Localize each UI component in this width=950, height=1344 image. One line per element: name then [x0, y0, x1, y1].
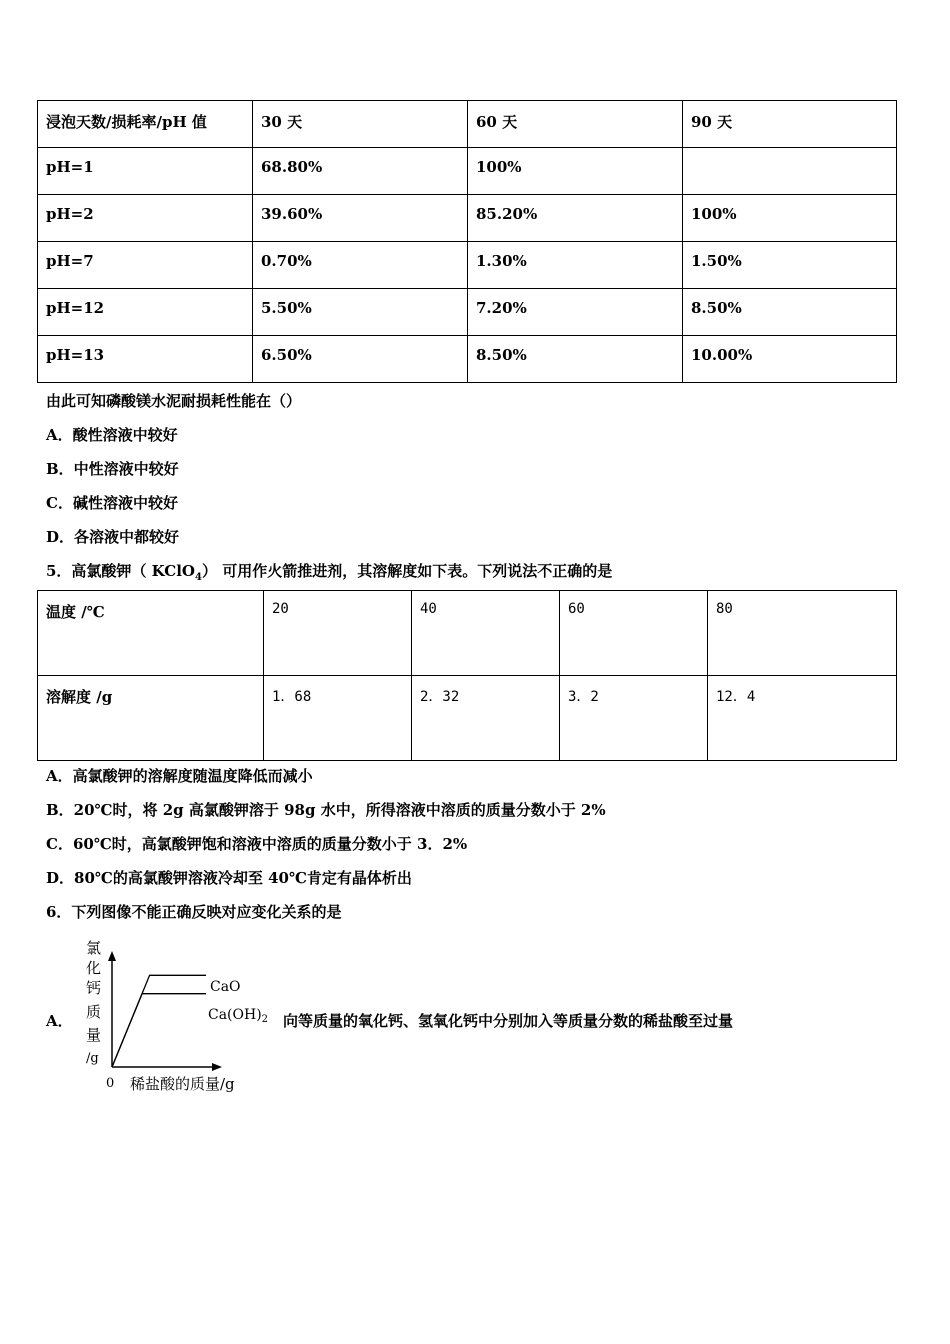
table-row — [38, 195, 897, 242]
y-label-char: /g — [86, 1051, 99, 1066]
table-cell: 100% — [683, 195, 897, 242]
table-cell: 39.60% — [253, 195, 468, 242]
y-label-char: 质 — [86, 1003, 102, 1021]
series-label-caoh2-main: Ca(OH) — [208, 1007, 262, 1023]
q5-stem — [46, 560, 612, 583]
x-axis-arrow-icon — [212, 1063, 222, 1071]
table-row — [38, 676, 897, 761]
loss-rate-table — [37, 100, 897, 383]
table-row — [38, 148, 897, 195]
table-cell: pH=13 — [38, 336, 253, 383]
series-label-caoh2 — [208, 1007, 268, 1025]
table-header-row — [38, 101, 897, 148]
calcium-chloride-chart — [76, 935, 306, 1105]
table-cell: 40 — [412, 591, 560, 676]
table-row — [38, 336, 897, 383]
table-cell: pH=1 — [38, 148, 253, 195]
table-cell: 1．68 — [264, 676, 412, 761]
series-label-cao: CaO — [210, 979, 241, 995]
table-cell: pH=2 — [38, 195, 253, 242]
y-label-char: 化 — [86, 959, 102, 977]
table-header-cell: 90 天 — [683, 101, 897, 148]
table-cell: 20 — [264, 591, 412, 676]
table-cell: 12．4 — [708, 676, 897, 761]
y-label-char: 钙 — [86, 979, 102, 997]
q6-option-a — [46, 935, 826, 1105]
table-row — [38, 591, 897, 676]
table-cell: 60 — [560, 591, 708, 676]
q5-option-a: A．高氯酸钾的溶解度随温度降低而减小 — [46, 767, 313, 785]
table-header-cell: 浸泡天数/损耗率/pH 值 — [38, 101, 253, 148]
q6-option-a-label: A． — [46, 1012, 73, 1030]
table-cell: 1.30% — [468, 242, 683, 289]
table-cell: 1.50% — [683, 242, 897, 289]
q5-option-b: B．20℃时，将 2g 高氯酸钾溶于 98g 水中，所得溶液中溶质的质量分数小于 2% — [46, 801, 606, 819]
table-cell: pH=12 — [38, 289, 253, 336]
series-line-ca-oh-2 — [112, 994, 206, 1067]
table-header-cell: 30 天 — [253, 101, 468, 148]
q5-option-d: D．80℃的高氯酸钾溶液冷却至 40℃肯定有晶体析出 — [46, 869, 412, 887]
q6-option-a-description: 向等质量的氧化钙、氢氧化钙中分别加入等质量分数的稀盐酸至过量 — [283, 1012, 734, 1030]
q6-stem: 6．下列图像不能正确反映对应变化关系的是 — [46, 903, 342, 921]
y-label-char: 量 — [86, 1026, 102, 1044]
origin-label: 0 — [106, 1076, 115, 1091]
q5-stem-suffix: ） 可用作火箭推进剂，其溶解度如下表。下列说法不正确的是 — [201, 562, 613, 580]
q4-option-a: A．酸性溶液中较好 — [46, 426, 178, 444]
x-axis-label: 稀盐酸的质量/g — [130, 1075, 235, 1093]
series-line-cao — [112, 975, 206, 1067]
table-cell: 100% — [468, 148, 683, 195]
table-cell: 3．2 — [560, 676, 708, 761]
series-label-caoh2-sub: 2 — [261, 1014, 269, 1025]
q4-stem: 由此可知磷酸镁水泥耐损耗性能在（） — [46, 392, 302, 410]
table-row — [38, 242, 897, 289]
solubility-table — [37, 590, 897, 761]
table-cell: 80 — [708, 591, 897, 676]
table-cell: 8.50% — [683, 289, 897, 336]
q5-stem-prefix: 5．高氯酸钾（ KClO — [46, 562, 195, 580]
table-cell: pH=7 — [38, 242, 253, 289]
table-cell: 10.00% — [683, 336, 897, 383]
table-header-cell: 温度 /℃ — [38, 591, 264, 676]
table-cell: 6.50% — [253, 336, 468, 383]
table-cell: 5.50% — [253, 289, 468, 336]
table-header-cell: 60 天 — [468, 101, 683, 148]
table-cell: 85.20% — [468, 195, 683, 242]
q4-option-b: B．中性溶液中较好 — [46, 460, 179, 478]
q5-stem-subscript: 4 — [195, 572, 202, 583]
table-cell: 7.20% — [468, 289, 683, 336]
q4-option-d: D．各溶液中都较好 — [46, 528, 180, 546]
table-cell: 0.70% — [253, 242, 468, 289]
table-header-cell: 溶解度 /g — [38, 676, 264, 761]
table-cell: 8.50% — [468, 336, 683, 383]
table-cell — [683, 148, 897, 195]
y-axis-arrow-icon — [108, 951, 116, 961]
table-row — [38, 289, 897, 336]
table-cell: 2．32 — [412, 676, 560, 761]
y-label-char: 氯 — [86, 939, 102, 957]
q4-option-c: C．碱性溶液中较好 — [46, 494, 178, 512]
q5-option-c: C．60℃时，高氯酸钾饱和溶液中溶质的质量分数小于 3．2% — [46, 835, 468, 853]
table-cell: 68.80% — [253, 148, 468, 195]
